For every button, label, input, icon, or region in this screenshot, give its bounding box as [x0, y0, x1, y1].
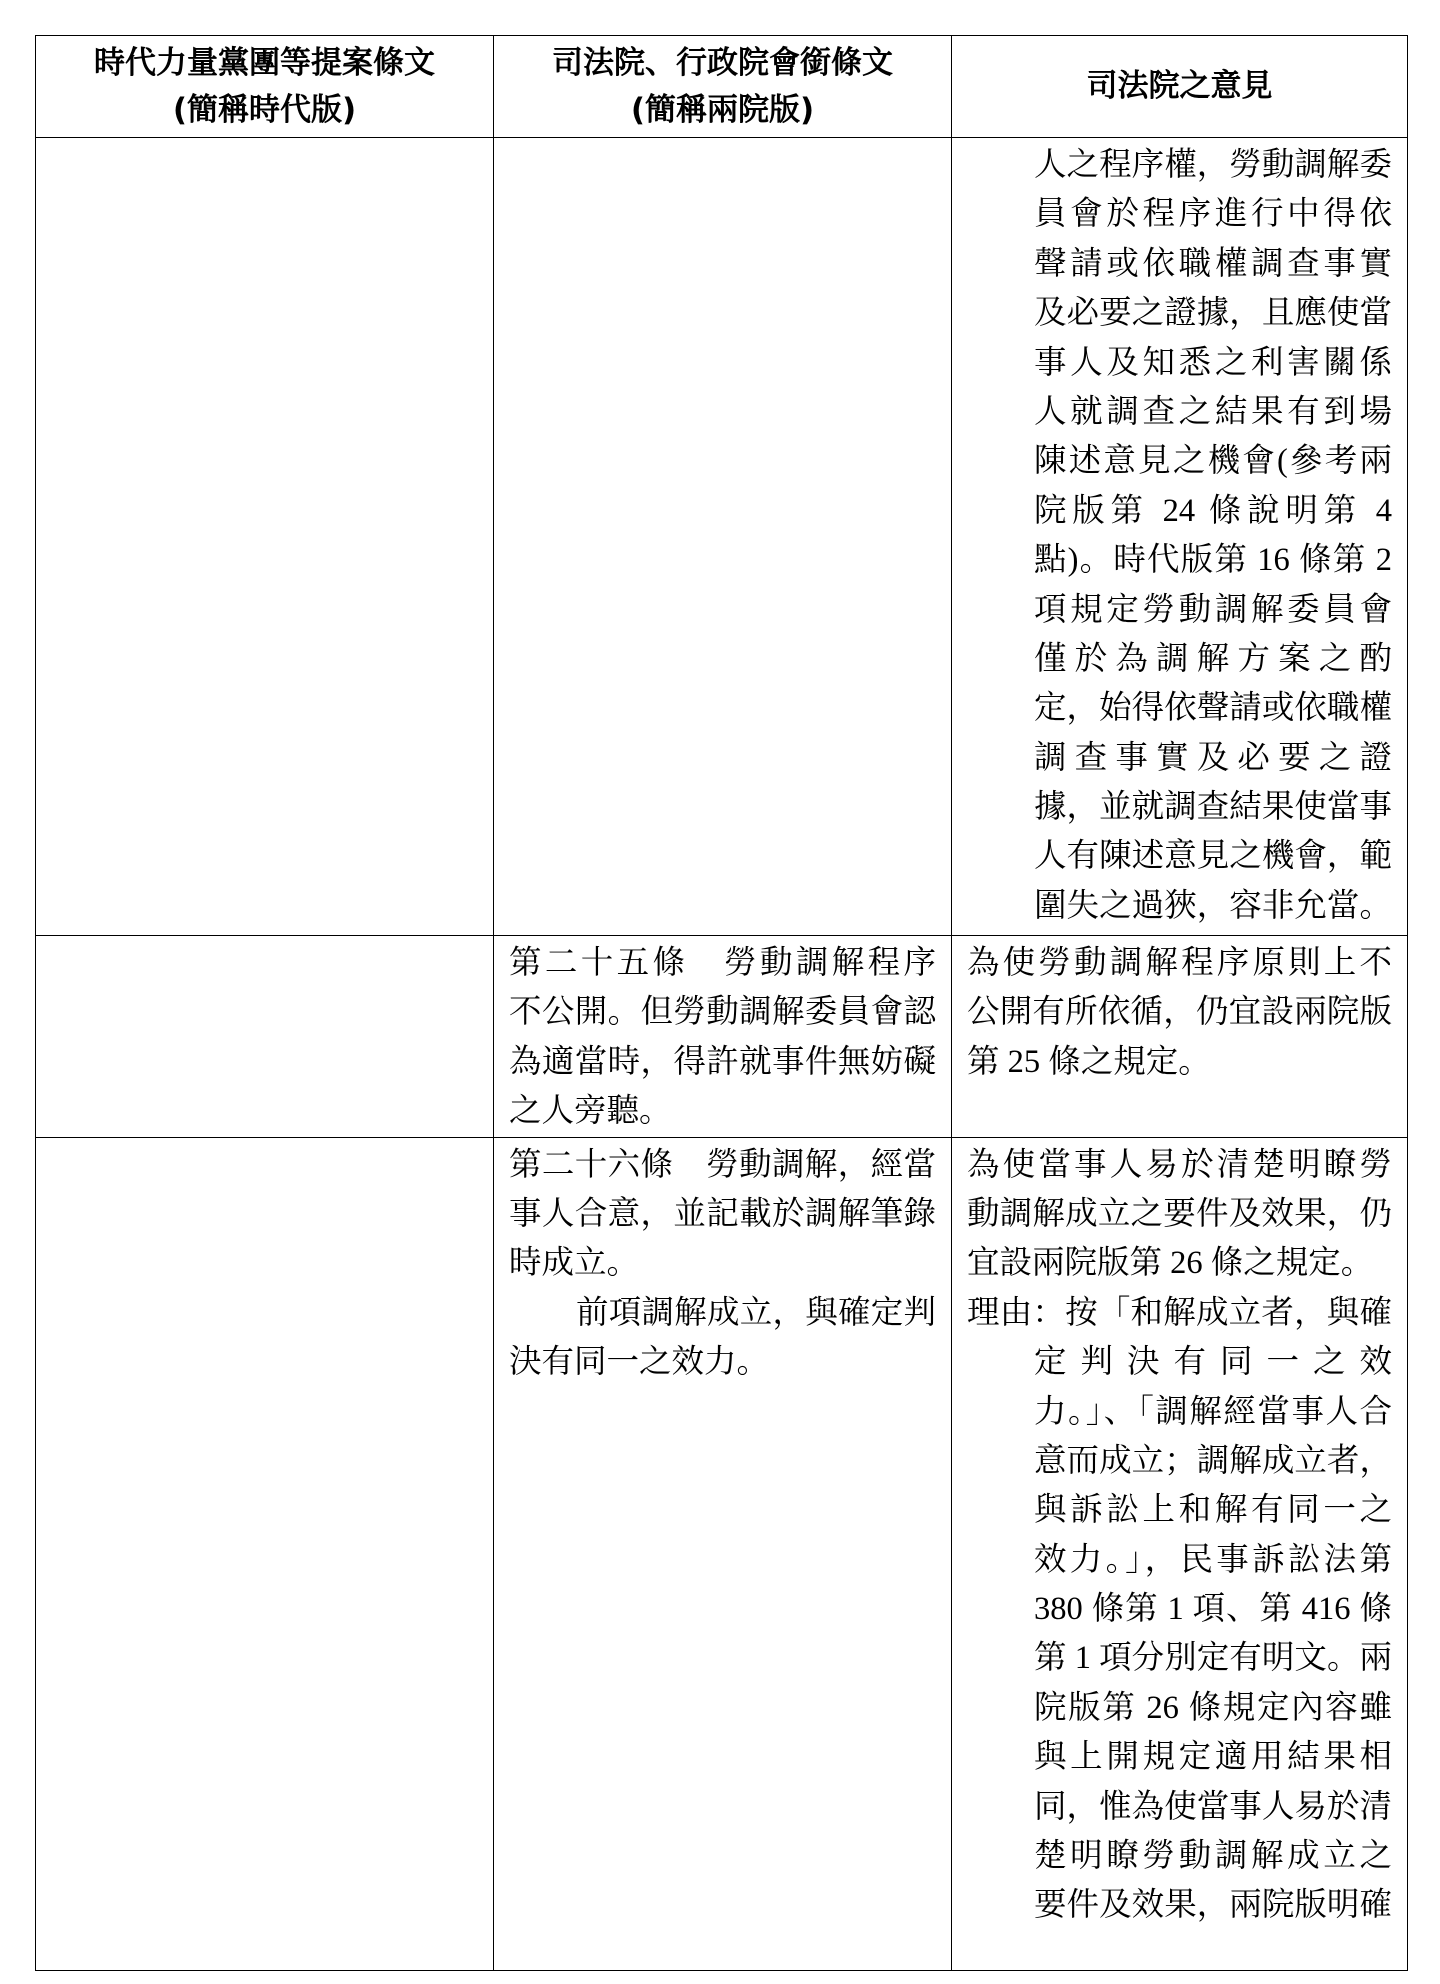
opinion-line: 定，始得依聲請或依職權 — [1034, 690, 1392, 727]
header-opinion-column — [952, 36, 1408, 138]
opinion-line: 要件及效果，兩院版明確 — [1034, 1887, 1392, 1924]
row-2-joint-cell — [494, 936, 952, 1138]
joint-line: 為適當時，得許就事件無妨礙 — [509, 1043, 936, 1080]
row-2-opinion-cell — [952, 936, 1408, 1138]
joint-line: 不公開。但勞動調解委員會認 — [509, 994, 936, 1031]
row-3-opinion-cell — [952, 1137, 1408, 1970]
joint-line: 時成立。 — [509, 1245, 640, 1282]
opinion-line: 宜設兩院版第 26 條之規定。 — [967, 1245, 1374, 1282]
row-3-proposal-cell — [36, 1137, 494, 1970]
opinion-line: 僅於為調解方案之酌 — [1034, 640, 1392, 677]
opinion-line: 圍失之過狹，容非允當。 — [1034, 887, 1392, 924]
opinion-line: 效力。」，民事訴訟法第 — [1034, 1541, 1392, 1578]
header-line: (簡稱兩院版) — [630, 91, 815, 128]
opinion-line: 陳述意見之機會(參考兩 — [1034, 443, 1392, 480]
table-row — [36, 138, 1408, 936]
opinion-line: 380 條第 1 項、第 416 條 — [1034, 1591, 1392, 1628]
opinion-line: 公開有所依循，仍宜設兩院版 — [967, 994, 1392, 1031]
opinion-line: 為使當事人易於清楚明瞭勞 — [967, 1146, 1392, 1183]
opinion-line: 院版第 26 條規定內容雖 — [1034, 1689, 1392, 1726]
opinion-line: 意而成立；調解成立者， — [1034, 1442, 1392, 1479]
row-1-joint-cell — [494, 138, 952, 936]
opinion-line: 調查事實及必要之證 — [1034, 739, 1392, 776]
row-2-proposal-cell — [36, 936, 494, 1138]
opinion-line: 人之程序權，勞動調解委 — [1034, 147, 1392, 183]
opinion-line: 第 25 條之規定。 — [967, 1043, 1211, 1080]
row-1-opinion-cell — [952, 138, 1408, 936]
opinion-line: 力。」、「調解經當事人合 — [1034, 1393, 1392, 1430]
row-3-joint-cell — [494, 1137, 952, 1970]
header-line: 時代力量黨團等提案條文 — [94, 44, 435, 81]
header-line: (簡稱時代版) — [172, 91, 357, 128]
opinion-line: 同，惟為使當事人易於清 — [1034, 1788, 1392, 1825]
opinion-line: 及必要之證據，且應使當 — [1034, 295, 1392, 332]
opinion-line: 院版第 24 條說明第 4 — [1034, 492, 1392, 529]
table-row — [36, 1137, 1408, 1970]
opinion-line: 定判決有同一之效 — [1034, 1344, 1392, 1381]
comparison-table — [35, 35, 1408, 1971]
opinion-line: 人有陳述意見之機會，範 — [1034, 838, 1392, 875]
joint-line: 第二十六條 勞動調解，經當 — [509, 1146, 936, 1183]
joint-line: 決有同一之效力。 — [509, 1344, 770, 1381]
opinion-line: 與上開規定適用結果相 — [1034, 1739, 1392, 1776]
joint-line: 第二十五條 勞動調解程序 — [509, 945, 936, 981]
opinion-line: 點)。時代版第 16 條第 2 — [1034, 542, 1392, 579]
header-joint-column — [494, 36, 952, 138]
joint-line: 事人合意，並記載於調解筆錄 — [509, 1195, 936, 1232]
opinion-line: 人就調查之結果有到場 — [1034, 393, 1392, 430]
opinion-line: 據，並就調查結果使當事 — [1034, 789, 1392, 826]
opinion-line: 與訴訟上和解有同一之 — [1034, 1492, 1392, 1529]
opinion-line: 動調解成立之要件及效果，仍 — [967, 1195, 1392, 1232]
opinion-line: 項規定勞動調解委員會 — [1034, 591, 1392, 628]
opinion-line: 第 1 項分別定有明文。兩 — [1034, 1640, 1392, 1677]
header-line: 司法院之意見 — [1086, 68, 1273, 104]
joint-line: 前項調解成立，與確定判 — [576, 1294, 936, 1331]
opinion-line: 為使勞動調解程序原則上不 — [967, 945, 1392, 981]
opinion-line: 楚明瞭勞動調解成立之 — [1034, 1838, 1392, 1875]
opinion-line: 員會於程序進行中得依 — [1034, 196, 1392, 233]
header-proposal-column — [36, 36, 494, 138]
table-row — [36, 936, 1408, 1138]
opinion-line: 聲請或依職權調查事實 — [1034, 245, 1392, 282]
opinion-line: 理由：按「和解成立者，與確 — [967, 1294, 1392, 1331]
header-row — [36, 36, 1408, 138]
joint-line: 之人旁聽。 — [509, 1093, 672, 1130]
header-line: 司法院、行政院會銜條文 — [552, 44, 893, 81]
opinion-line: 事人及知悉之利害關係 — [1034, 344, 1392, 381]
row-1-proposal-cell — [36, 138, 494, 936]
